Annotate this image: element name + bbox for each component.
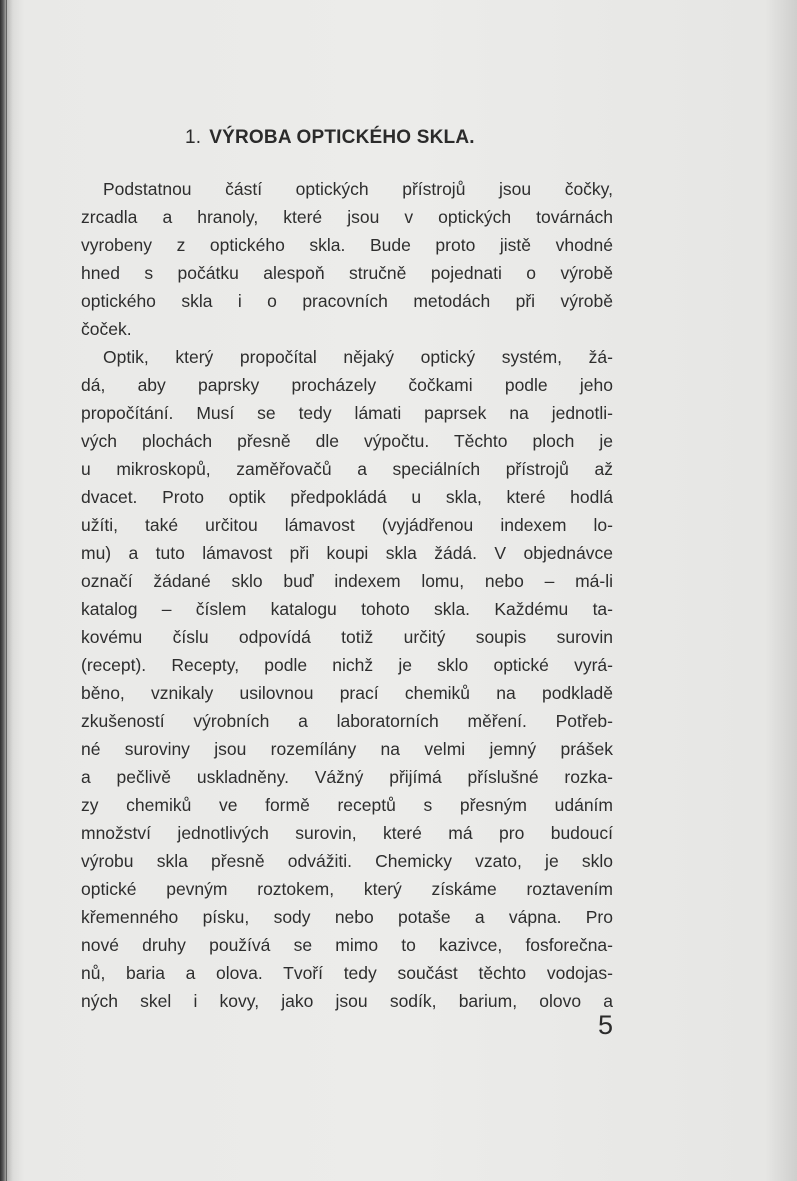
- text-line: Podstatnou částí optických přístrojů jsou čočky,: [103, 179, 613, 199]
- text-line: výrobu skla přesně odvážiti. Chemicky vzato, je sklo: [81, 851, 613, 871]
- text-line: ných skel i kovy, jako jsou sodík, barium, olovo a: [81, 991, 613, 1011]
- text-line: mu) a tuto lámavost při koupi skla žádá. V objednávce: [81, 543, 613, 563]
- chapter-number: 1.: [185, 127, 202, 148]
- text-line: optické pevným roztokem, který získáme roztavením: [81, 879, 613, 899]
- text-line: hned s počátku alespoň stručně pojednati o výrobě: [81, 263, 613, 283]
- body-text: [81, 175, 613, 1015]
- text-line: běno, vznikaly usilovnou prací chemiků na podkladě: [81, 683, 613, 703]
- text-line: katalog – číslem katalogu tohoto skla. Každému ta-: [81, 599, 613, 619]
- chapter-title: VÝROBA OPTICKÉHO SKLA.: [209, 127, 475, 148]
- paragraph-1: [81, 175, 613, 343]
- text-line: Optik, který propočítal nějaký optický systém, žá-: [103, 347, 613, 367]
- text-line: propočítání. Musí se tedy lámati paprsek na jednotli-: [81, 403, 613, 423]
- text-line: užíti, také určitou lámavost (vyjádřenou indexem lo-: [81, 515, 613, 535]
- text-line: dá, aby paprsky procházely čočkami podle jeho: [81, 375, 613, 395]
- text-line: kovému číslu odpovídá totiž určitý soupis surovin: [81, 627, 613, 647]
- text-line: zkušeností výrobních a laboratorních měření. Potřeb-: [81, 711, 613, 731]
- text-line: zy chemiků ve formě receptů s přesným udáním: [81, 795, 613, 815]
- text-line: optického skla i o pracovních metodách při výrobě: [81, 291, 613, 311]
- text-line: u mikroskopů, zaměřovačů a speciálních přístrojů až: [81, 459, 613, 479]
- text-line: nů, baria a olova. Tvoří tedy součást těchto vodojas-: [81, 963, 613, 983]
- binding-gutter: [6, 0, 7, 1181]
- text-line: né suroviny jsou rozemílány na velmi jemný prášek: [81, 739, 613, 759]
- text-line: křemenného písku, sody nebo potaše a vápna. Pro: [81, 907, 613, 927]
- chapter-heading: [185, 127, 475, 149]
- text-line: označí žádané sklo buď indexem lomu, nebo – má-li: [81, 571, 613, 591]
- text-line: nové druhy používá se mimo to kazivce, fosforečna-: [81, 935, 613, 955]
- text-line: čoček.: [81, 319, 132, 339]
- text-line: (recept). Recepty, podle nichž je sklo optické vyrá-: [81, 655, 613, 675]
- text-line: a pečlivě uskladněny. Vážný přijímá příslušné rozka-: [81, 767, 613, 787]
- paragraph-2: [81, 343, 613, 1015]
- text-line: množství jednotlivých surovin, které má pro budoucí: [81, 823, 613, 843]
- page-number: 5: [598, 1010, 614, 1040]
- text-line: vých plochách přesně dle výpočtu. Těchto ploch je: [81, 431, 613, 451]
- text-line: dvacet. Proto optik předpokládá u skla, které hodlá: [81, 487, 613, 507]
- text-line: vyrobeny z optického skla. Bude proto jistě vhodné: [81, 235, 613, 255]
- text-line: zrcadla a hranoly, které jsou v optických továrnách: [81, 207, 613, 227]
